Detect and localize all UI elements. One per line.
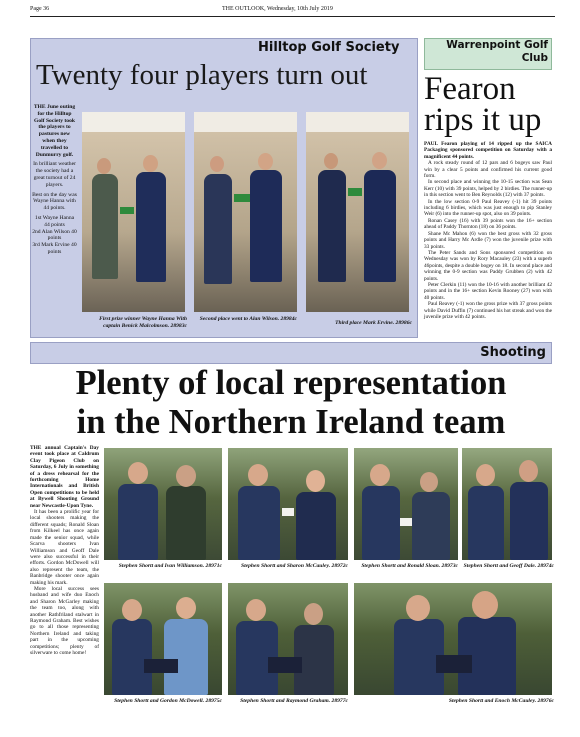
hilltop-para: 1st Wayne Hanna 44 points [34,214,75,228]
shooting-photo-7 [354,583,552,695]
hilltop-intro: THE June outing for the Hilltop Golf Society took the players to pastures new when they travelled to Dunmurry golf. [33,104,76,158]
hilltop-caption-1: First prize winner Wayne Hanna With captain Benick Malcolmson. 28983c [99,316,187,329]
hilltop-article [32,104,77,256]
shooting-article [30,445,99,656]
shooting-photo-3 [354,448,458,560]
hilltop-caption-2: Second place went to Alan Wilson. 28984c [199,316,297,322]
warrenpoint-para: Ronan Casey (16) with 39 points won the 16+ section ahead of Paddy Thornton (18) on 36 points. [424,217,552,231]
shooting-caption-2: Stephen Shortt and Sharon McCauley. 28972c [240,563,348,569]
shooting-photo-1 [104,448,222,560]
shooting-caption-1: Stephen Shortt and Ivan Williamson. 28971c [118,563,222,569]
hilltop-headline: Twenty four players turn out [36,59,368,91]
warrenpoint-article [424,141,552,320]
shooting-headline [30,364,552,442]
hilltop-section-title: Hilltop Golf Society [258,40,400,55]
shooting-intro: THE annual Captain's Day event took place at Caldrum Clay Pigeon Club on Saturday, 6 July in something of a dress rehearsal for the forthcoming Home Internationals and British Open competitions to be held at Bywell Shooting Ground near Newcastle-Upon Tyne. [30,445,99,509]
shooting-headline-line2: in the Northern Ireland team [76,403,506,441]
masthead: THE OUTLOOK, Wednesday, 10th July 2019 [222,6,333,12]
hilltop-para: 2nd Alan Wilson 40 points [32,228,77,242]
shooting-caption-6: Stephen Shortt and Raymond Graham. 28977c [240,698,348,704]
shooting-para: More local success sees husband and wife duo Enoch and Sharon McGarley making the team too, along with another Rathfriland stalwart in Raymond Graham. Best wishes go to all those representing Northern Ireland and taking part in the upcoming competitions; plenty of silverware to come home! [30,585,99,656]
hilltop-caption-3: Third place Mark Ervine. 28986c [335,320,412,326]
shooting-caption-3: Stephen Shortt and Ronald Sloan. 28973c [361,563,458,569]
warrenpoint-para: Shane Mc Mahon (6) won the best gross with 32 gross points and Harry Mc Ardle (7) won the juvenile prize with 33 points. [424,230,552,250]
shooting-photo-4 [462,448,552,560]
hilltop-photo-2 [194,112,297,312]
hilltop-photo-3 [306,112,409,312]
hilltop-para: Best on the day was Wayne Hanna with 44 points. [32,191,77,212]
shooting-para: It has been a prolific year for local shooters making the different squads; Ronald Sloan from Kilkeel has once again made the senior squad, while Scarva shooters Ivan Williamson and Geoff Dale were also successful in their efforts. Gordon McDowell will also represent the team, the Banbridge shooter once again making his mark. [30,509,99,586]
hilltop-photo-1 [82,112,185,312]
shooting-photo-6 [228,583,348,695]
warrenpoint-section-title: Warrenpoint Golf Club [446,39,548,64]
shooting-headline-line1: Plenty of local representation [75,364,507,402]
shooting-section-title: Shooting [480,345,546,360]
shooting-photo-5 [104,583,222,695]
shooting-caption-7: Stephen Shortt and Enoch McCauley. 28976c [448,698,554,704]
warrenpoint-para: Paul Reavey (-1) won the gross prize with 37 gross points while David Duffin (7) continued his hot streak and won the juvenile prize with 42 points. [424,301,552,320]
warrenpoint-para: In second place and winning the 10-15 section was Sean Kerr (10) with 39 points, helped by 2 birdies. The runner-up in this section went to Ben Reynolds (12) with 37 points. [424,179,552,199]
shooting-caption-4: Stephen Shortt and Geoff Dale. 28974c [463,563,554,569]
warrenpoint-intro: PAUL Fearon playing of 14 ripped up the SAICA Packaging sponsored competition on Saturday with a magnificent 44 points. [424,141,552,160]
page-number: Page 36 [30,6,50,12]
warrenpoint-para: A rock steady round of 12 pars and 6 bogeys saw Paul win by a clear 5 points and confirmed his current good form. [424,160,552,180]
warrenpoint-headline: Fearon rips it up [424,71,542,138]
warrenpoint-para: The Peter Sands and Sons sponsored competition on Wednesday was won by Rory Macauley (23) with a superb 46points, despite a double bogey on 18. In second place and winning the 0-9 section was Paddy Grubben (2) with 42 points. [424,249,552,282]
header-rule [30,16,555,17]
hilltop-para: 3rd Mark Ervine 40 points [32,242,77,255]
shooting-caption-5: Stephen Shortt and Gordon McDowell. 28975c [114,698,222,704]
shooting-photo-2 [228,448,348,560]
warrenpoint-para: In the low section 0-9 Paul Reavey (-1) hit 39 points including 6 birdies, which was just enough to pip Stanley Weir (6) into the runner-up spot, also on 39 points. [424,198,552,218]
hilltop-para: In brilliant weather the society had a great turnout of 24 players. [33,161,76,188]
warrenpoint-para: Peter Clerkin (11) won the 10-16 with another brilliant 42 points and in the 16+ section Kevin Rooney (27) won with 40 points. [424,281,552,301]
